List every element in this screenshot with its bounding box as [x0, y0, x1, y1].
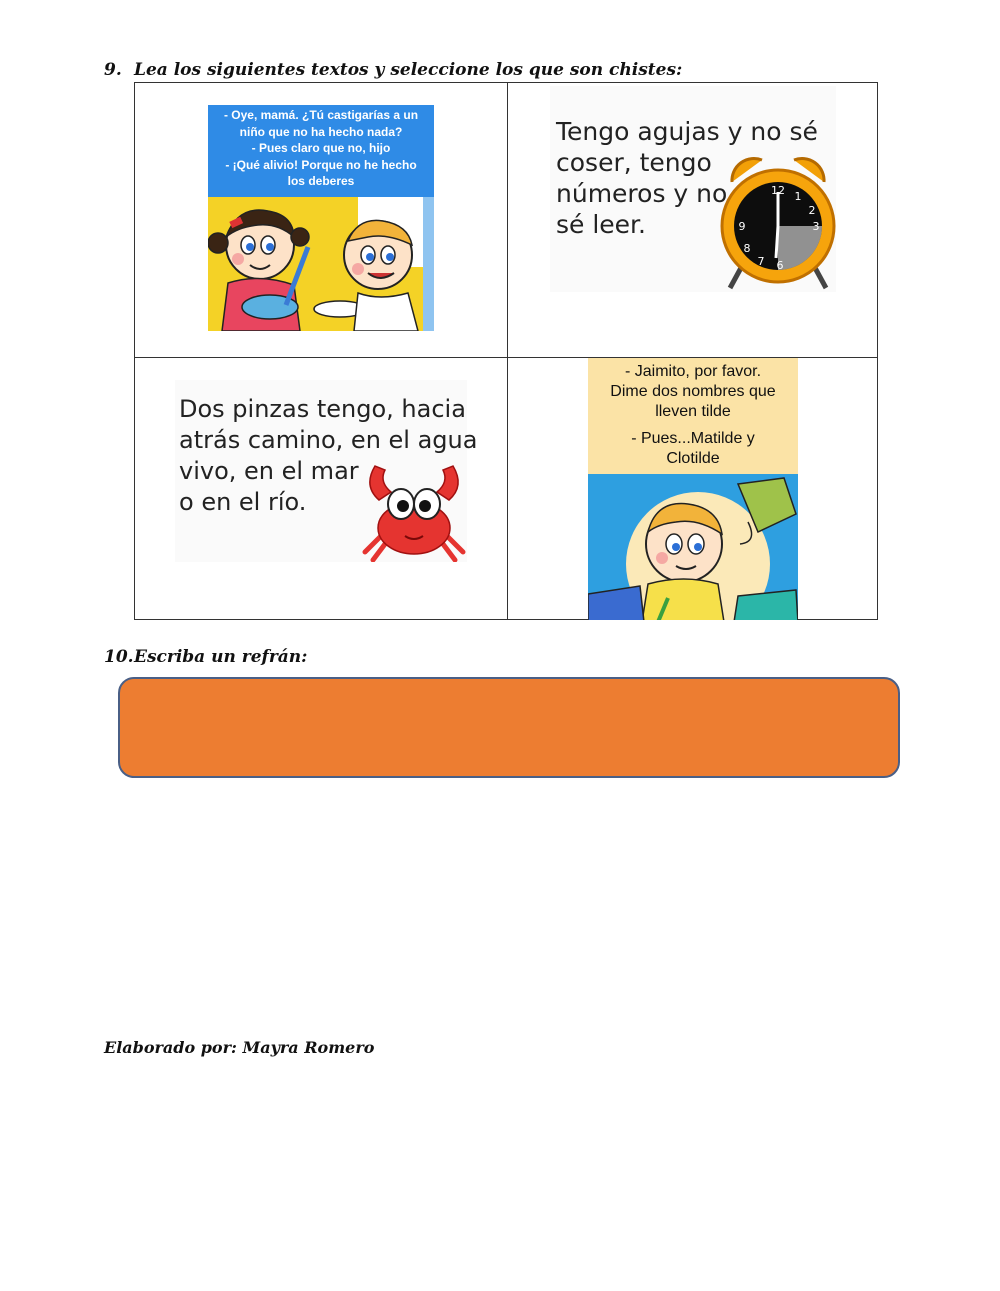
- card4-line-2: Dime dos nombres que: [610, 383, 776, 400]
- answer-input-box[interactable]: [118, 677, 900, 778]
- card3-line-3: vivo, en el mar: [179, 457, 359, 485]
- alarm-clock-icon: [720, 148, 836, 292]
- question-9-text: Lea los siguientes textos y seleccione los que son chistes:: [134, 60, 683, 80]
- card4-line-1: - Jaimito, por favor.: [624, 363, 762, 380]
- joke-text-tilde: [588, 358, 798, 474]
- clock-number-9: 9: [738, 220, 746, 233]
- crab-icon: [361, 456, 467, 562]
- option-cell-2[interactable]: [508, 83, 879, 357]
- card4-line-5: Clotilde: [666, 450, 720, 467]
- card1-line-1: - Oye, mamá. ¿Tú castigarías a un: [223, 108, 419, 122]
- option-cell-1[interactable]: [135, 83, 507, 357]
- clock-number-8: 8: [743, 242, 751, 255]
- joke-card-tilde: [588, 358, 798, 620]
- riddle-card-crab: [175, 380, 478, 562]
- riddle-card-clock: [550, 86, 836, 292]
- card4-line-4: - Pues...Matilde y: [631, 430, 755, 447]
- card1-line-2: niño que no ha hecho nada?: [239, 124, 403, 139]
- card1-line-5: los deberes: [287, 174, 355, 188]
- clock-number-1: 1: [794, 190, 802, 203]
- card3-line-1: Dos pinzas tengo, hacia: [179, 395, 466, 423]
- card3-line-2: atrás camino, en el agua: [179, 426, 478, 454]
- option-cell-3[interactable]: [135, 358, 507, 620]
- clock-number-7: 7: [757, 255, 765, 268]
- card4-line-3: lleven tilde: [655, 403, 731, 420]
- card1-line-3: - Pues claro que no, hijo: [251, 141, 391, 155]
- options-grid: [134, 82, 878, 620]
- boy-studying-illustration: [588, 474, 798, 620]
- clock-number-2: 2: [808, 204, 816, 217]
- card1-line-4: - ¡Qué alivio! Porque no he hecho: [225, 157, 417, 172]
- clock-number-3: 3: [812, 220, 820, 233]
- kids-eating-illustration: [208, 197, 434, 331]
- question-10-text: Escriba un refrán:: [134, 647, 308, 667]
- joke-text-homework: [208, 105, 434, 199]
- question-10-heading: [104, 647, 307, 667]
- card3-line-4: o en el río.: [179, 488, 307, 516]
- joke-card-homework: [208, 105, 434, 331]
- question-10-number: 10.: [104, 647, 134, 667]
- option-cell-4[interactable]: [508, 358, 879, 620]
- question-9-number: 9.: [104, 60, 122, 80]
- author-credit: Elaborado por: Mayra Romero: [104, 1038, 375, 1057]
- card2-line-2: coser, tengo: [556, 148, 712, 177]
- card2-line-1: Tengo agujas y no sé: [556, 117, 818, 146]
- card2-line-3: números y no: [556, 179, 728, 208]
- card2-line-4: sé leer.: [556, 210, 646, 239]
- clock-number-6: 6: [776, 259, 784, 272]
- clock-number-12: 12: [771, 184, 785, 197]
- question-9-heading: [104, 60, 682, 80]
